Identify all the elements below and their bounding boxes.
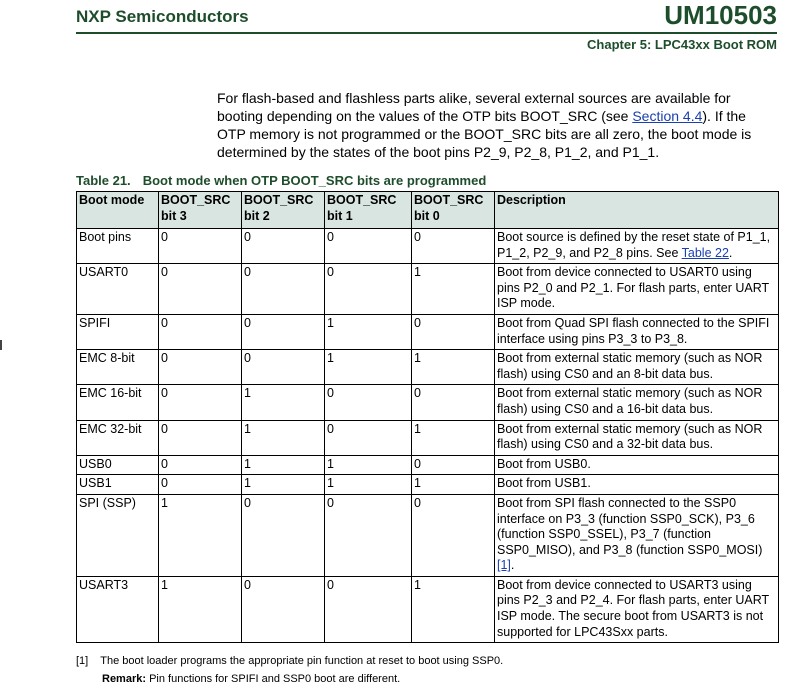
table-row [77,385,779,420]
cell-boot-mode: USART0 [77,264,159,315]
company-name: NXP Semiconductors [76,7,249,26]
table-row [77,475,779,495]
table-header-row [77,192,779,229]
cell-bit1: 1 [325,455,412,475]
footnote-1-link[interactable]: [1] [497,558,511,573]
cell-bit2: 0 [242,350,325,385]
cell-bit2: 0 [242,229,325,264]
cell-bit1: 0 [325,385,412,420]
cell-bit3: 1 [159,494,242,576]
cell-bit1: 0 [325,576,412,642]
header-bit1: BOOT_SRC bit 1 [325,192,412,229]
cell-boot-mode: USART3 [77,576,159,642]
cell-bit3: 0 [159,314,242,349]
cell-bit2: 1 [242,385,325,420]
remark-label: Remark: [102,673,147,685]
header-bit2: BOOT_SRC bit 2 [242,192,325,229]
header-bit3: BOOT_SRC bit 3 [159,192,242,229]
cell-bit0: 0 [412,229,495,264]
table-row [77,455,779,475]
cell-description [495,494,779,576]
cell-bit1: 0 [325,264,412,315]
cell-boot-mode: USB1 [77,475,159,495]
footnote-text: The boot loader programs the appropriate pin function at reset to boot using SSP0. [100,655,504,667]
cell-bit1: 0 [325,420,412,455]
cell-bit3: 0 [159,229,242,264]
cell-boot-mode: EMC 16-bit [77,385,159,420]
cell-bit0: 1 [412,350,495,385]
cell-bit1: 0 [325,494,412,576]
cell-bit0: 1 [412,420,495,455]
header-rule [76,32,777,34]
cell-bit3: 0 [159,455,242,475]
cell-bit0: 0 [412,494,495,576]
table-row [77,494,779,576]
cell-bit3: 0 [159,475,242,495]
cell-bit2: 1 [242,475,325,495]
cell-bit2: 0 [242,494,325,576]
cell-bit0: 0 [412,385,495,420]
header-description: Description [495,192,779,229]
cell-bit1: 1 [325,475,412,495]
desc-text: Boot source is defined by the reset state of P1_1, P1_2, P2_9, and P2_8 pins. See [497,230,771,260]
table-number: Table 21. [76,173,131,188]
header-boot-mode: Boot mode [77,192,159,229]
cell-bit0: 1 [412,475,495,495]
cell-description: Boot from Quad SPI flash connected to the SPIFI interface using pins P3_3 to P3_8. [495,314,779,349]
table-row [77,229,779,264]
desc-suffix: . [728,245,733,260]
table-22-link[interactable]: Table 22 [681,245,729,260]
cell-description: Boot from external static memory (such as NOR flash) using CS0 and an 8-bit data bus. [495,350,779,385]
cell-bit3: 0 [159,420,242,455]
cell-bit1: 1 [325,314,412,349]
footnote-1 [76,655,503,667]
remark [102,673,400,685]
intro-paragraph [217,89,777,161]
cell-bit0: 0 [412,455,495,475]
section-4-4-link[interactable]: Section 4.4 [632,108,703,124]
margin-change-bar [0,340,2,350]
cell-bit0: 0 [412,314,495,349]
boot-mode-table [76,191,779,643]
footnote-number: [1] [76,655,89,667]
cell-bit2: 0 [242,264,325,315]
cell-bit3: 0 [159,264,242,315]
cell-description: Boot from USB1. [495,475,779,495]
cell-description: Boot from USB0. [495,455,779,475]
cell-boot-mode: USB0 [77,455,159,475]
cell-boot-mode: SPIFI [77,314,159,349]
cell-bit2: 1 [242,455,325,475]
cell-boot-mode: Boot pins [77,229,159,264]
cell-boot-mode: SPI (SSP) [77,494,159,576]
table-caption [76,173,486,188]
cell-bit0: 1 [412,264,495,315]
cell-description: Boot from device connected to USART3 using pins P2_3 and P2_4. For flash parts, enter UART ISP mode. The secure boot from USART3 is not supported for LPC43Sxx parts. [495,576,779,642]
desc-text: Boot from SPI flash connected to the SSP0 interface on P3_3 (function SSP0_SCK), P3_6 (function SSP0_SSEL), P3_7 (function SSP0_MISO), and P3_8 (function SSP0_MOSI) [497,495,763,557]
cell-description: Boot from external static memory (such as NOR flash) using CS0 and a 32-bit data bus. [495,420,779,455]
chapter-title: Chapter 5: LPC43xx Boot ROM [587,37,777,52]
cell-boot-mode: EMC 8-bit [77,350,159,385]
intro-text-1: For flash-based and flashless parts alike, several external sources are available for booting depending on the values of the OTP bits BOOT_SRC (see [217,90,731,124]
table-row [77,420,779,455]
cell-bit1: 1 [325,350,412,385]
cell-bit3: 0 [159,385,242,420]
cell-bit2: 0 [242,314,325,349]
cell-description: Boot from device connected to USART0 using pins P2_0 and P2_1. For flash parts, enter UART ISP mode. [495,264,779,315]
table-row [77,314,779,349]
cell-bit3: 0 [159,350,242,385]
table-row [77,350,779,385]
cell-bit0: 1 [412,576,495,642]
document-id: UM10503 [664,0,777,30]
cell-description: Boot from external static memory (such as NOR flash) using CS0 and a 16-bit data bus. [495,385,779,420]
cell-bit3: 1 [159,576,242,642]
header-bit0: BOOT_SRC bit 0 [412,192,495,229]
cell-description [495,229,779,264]
intro-text-2: ). If the OTP memory is not programmed or the BOOT_SRC bits are all zero, the boot mode is determined by the states of the boot pins P2_9, P2_8, P1_2, and P1_1. [217,108,752,160]
table-row [77,576,779,642]
cell-boot-mode: EMC 32-bit [77,420,159,455]
table-title: Boot mode when OTP BOOT_SRC bits are programmed [142,173,487,188]
desc-suffix: . [510,558,515,573]
cell-bit1: 0 [325,229,412,264]
cell-bit2: 0 [242,576,325,642]
cell-bit2: 1 [242,420,325,455]
remark-text: Pin functions for SPIFI and SSP0 boot are different. [146,673,401,685]
table-row [77,264,779,315]
